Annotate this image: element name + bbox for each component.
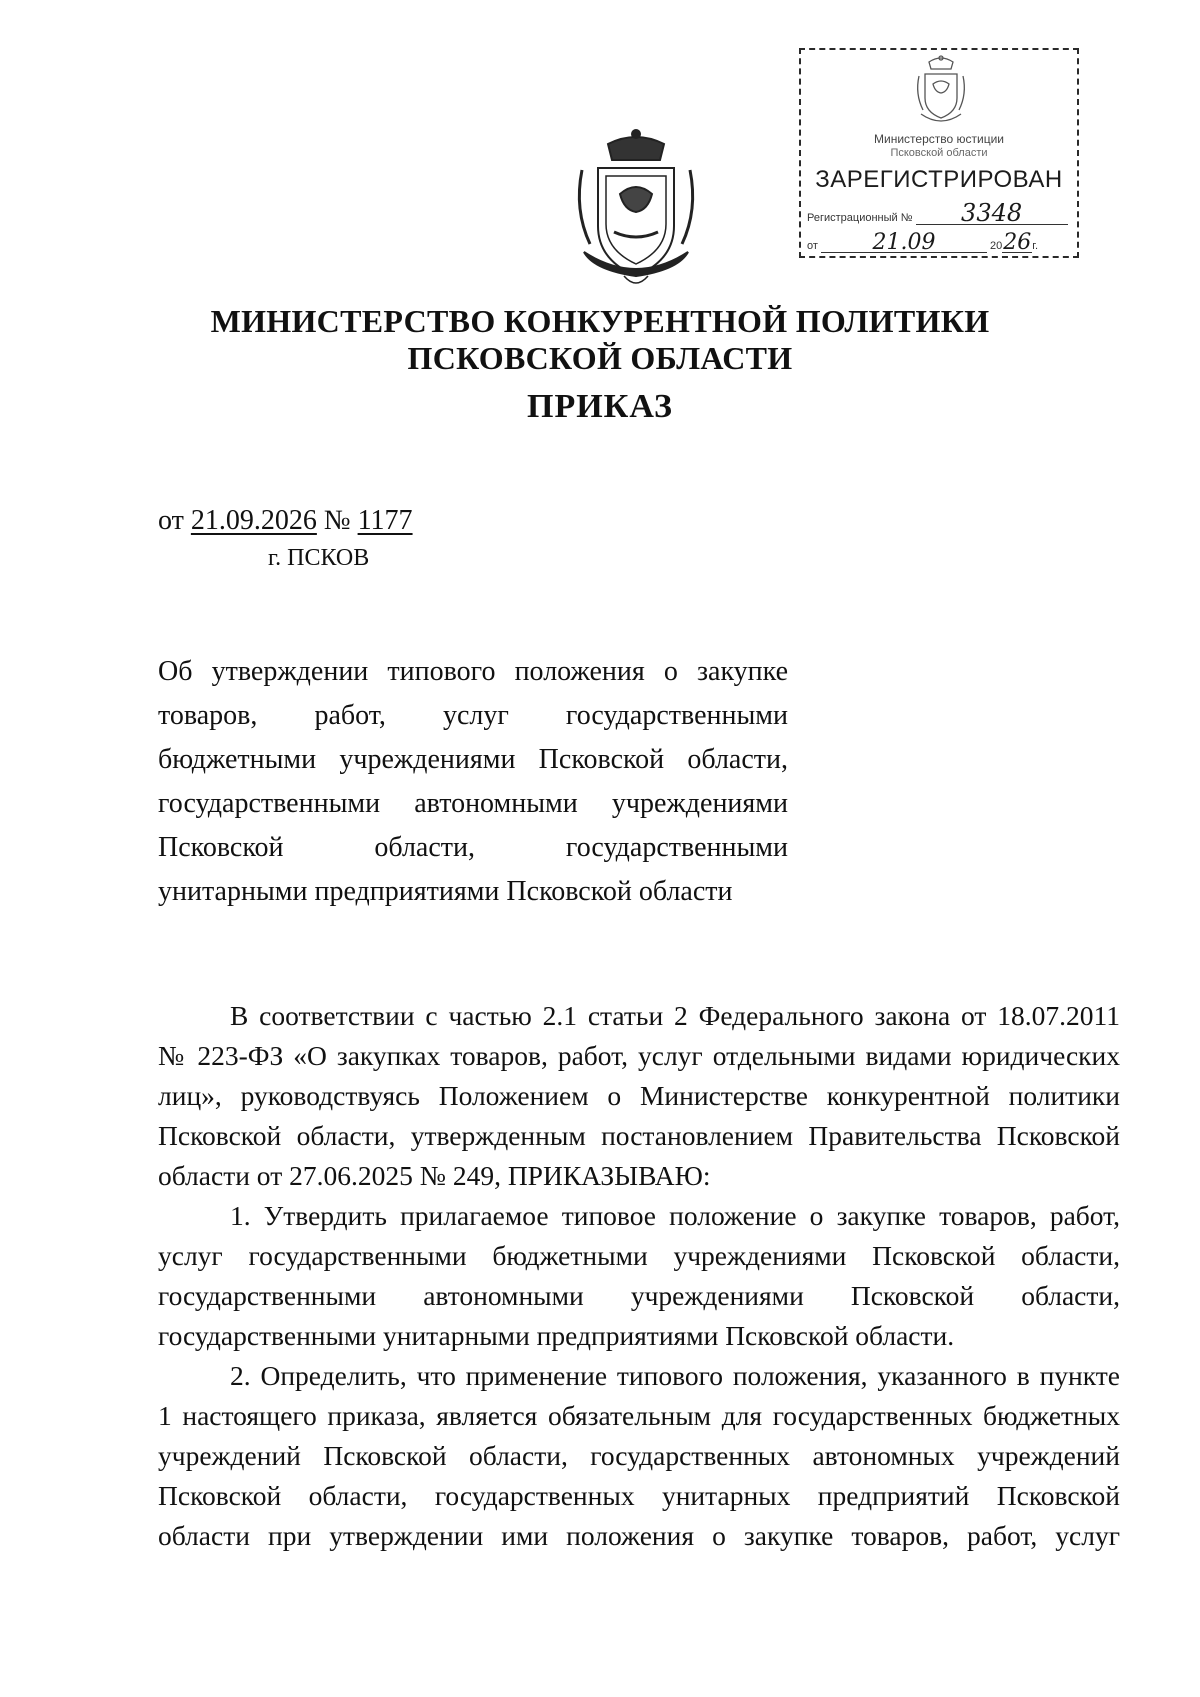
stamp-year-suffix: 26 bbox=[1003, 230, 1032, 255]
subject-line: бюджетными учреждениями Псковской области, bbox=[158, 744, 788, 775]
body-line: учреждений Псковской области, государственных автономных учреждений bbox=[158, 1440, 1120, 1471]
stamp-year-unit: г. bbox=[1032, 240, 1039, 252]
body-line: 1 настоящего приказа, является обязательным для государственных бюджетных bbox=[158, 1400, 1120, 1431]
stamp-date-field bbox=[821, 230, 987, 255]
subject-line: унитарными предприятиями Псковской области bbox=[158, 876, 733, 907]
body-line: лиц», руководствуясь Положением о Министерстве конкурентной политики bbox=[158, 1080, 1120, 1111]
organization-name-line2: ПСКОВСКОЙ ОБЛАСТИ bbox=[407, 340, 793, 376]
body-line: В соответствии с частью 2.1 статьи 2 Федерального закона от 18.07.2011 bbox=[230, 1000, 1120, 1031]
body-line: государственными унитарными предприятиями Псковской области. bbox=[158, 1320, 955, 1351]
order-city: г. ПСКОВ bbox=[268, 545, 370, 571]
subject-line: товаров, работ, услуг государственными bbox=[158, 700, 788, 731]
stamp-reg-label: Регистрационный № bbox=[807, 212, 913, 224]
stamp-registration-row bbox=[807, 199, 1071, 227]
order-subject bbox=[158, 650, 788, 914]
body-line: 2. Определить, что применение типового положения, указанного в пункте bbox=[230, 1360, 1120, 1391]
stamp-year-prefix: 20 bbox=[990, 240, 1003, 252]
order-date-prefix: от bbox=[158, 505, 184, 536]
order-body bbox=[158, 996, 1120, 1556]
registration-stamp bbox=[799, 48, 1079, 258]
organization-name-line1: МИНИСТЕРСТВО КОНКУРЕНТНОЙ ПОЛИТИКИ bbox=[210, 303, 990, 339]
stamp-reg-number-field bbox=[916, 199, 1068, 227]
document-type: ПРИКАЗ bbox=[527, 388, 673, 425]
stamp-emblem-icon bbox=[913, 54, 969, 130]
order-date-line bbox=[158, 505, 413, 537]
stamp-date-row bbox=[807, 230, 1071, 255]
body-line: области при утверждении ими положения о закупке товаров, работ, услуг bbox=[158, 1520, 1120, 1551]
body-line: области от 27.06.2025 № 249, ПРИКАЗЫВАЮ: bbox=[158, 1160, 711, 1191]
body-line: Псковской области, государственных унитарных предприятий Псковской bbox=[158, 1480, 1120, 1511]
body-line: 1. Утвердить прилагаемое типовое положение о закупке товаров, работ, bbox=[230, 1200, 1120, 1231]
stamp-organization-line1: Министерство юстиции bbox=[874, 132, 1004, 146]
stamp-date-value: 21.09 bbox=[872, 230, 936, 255]
stamp-reg-number: 3348 bbox=[961, 199, 1023, 227]
order-date: 21.09.2026 bbox=[190, 505, 317, 536]
order-number: 1177 bbox=[357, 505, 413, 536]
body-line: № 223-ФЗ «О закупках товаров, работ, услуг отдельными видами юридических bbox=[158, 1040, 1120, 1071]
body-line: услуг государственными бюджетными учреждениями Псковской области, bbox=[158, 1240, 1120, 1271]
subject-line: Псковской области, государственными bbox=[158, 832, 788, 863]
stamp-year-field bbox=[1002, 230, 1032, 255]
subject-line: Об утверждении типового положения о закупке bbox=[158, 656, 788, 687]
body-line: Псковской области, утвержденным постановлением Правительства Псковской bbox=[158, 1120, 1120, 1151]
stamp-title: ЗАРЕГИСТРИРОВАН bbox=[815, 166, 1063, 193]
coat-of-arms-icon bbox=[568, 124, 704, 294]
subject-line: государственными автономными учреждениями bbox=[158, 788, 788, 819]
stamp-date-prefix: от bbox=[807, 240, 818, 252]
order-number-prefix: № bbox=[323, 505, 351, 536]
stamp-organization-line2: Псковской области bbox=[890, 147, 988, 159]
body-line: государственными автономными учреждениями Псковской области, bbox=[158, 1280, 1120, 1311]
